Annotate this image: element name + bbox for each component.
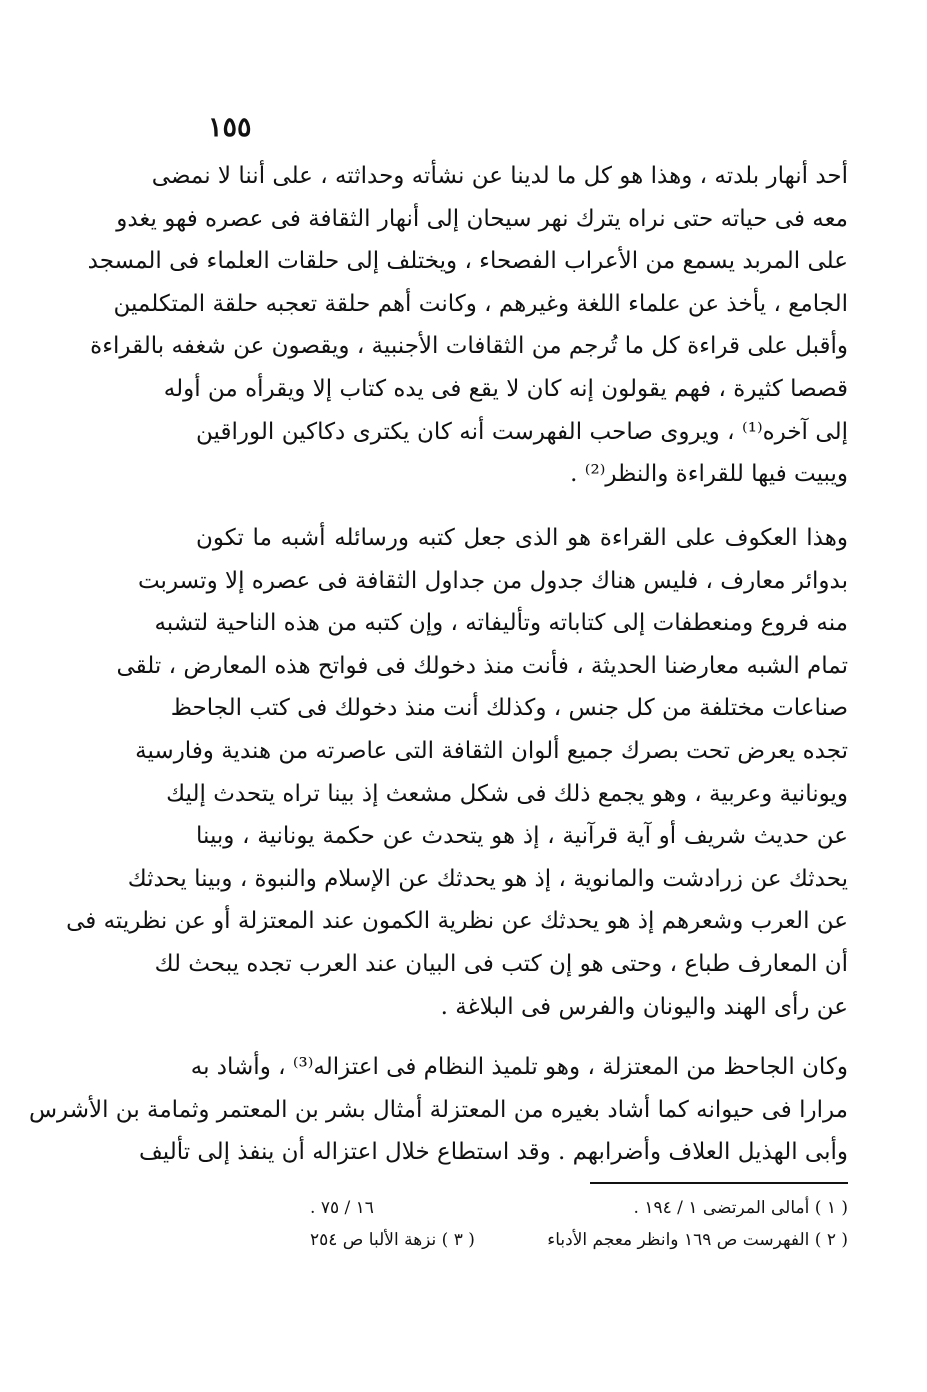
text-line: عن حديث شريف أو آية قرآنية ، إذ هو يتحدث عن حكمة يونانية ، وبينا	[196, 823, 848, 850]
text-line: تجده يعرض تحت بصرك جميع ألوان الثقافة التى عاصرته من هندية وفارسية	[135, 737, 848, 764]
text-line: منه فروع ومنعطفات إلى كتاباته وتأليفاته ، وإن كتبه من هذه الناحية لتشبه	[154, 610, 848, 637]
text-line: أن المعارف طباع ، وحتى هو إن كتب فى البيان عند العرب تجده يبحث لك	[154, 950, 848, 977]
paragraph-3	[28, 1046, 848, 1174]
paragraph-2	[66, 517, 848, 1028]
text-line: إلى آخره⁽¹⁾ ، ويروى صاحب الفهرست أنه كان يكترى دكاكين الوراقين	[196, 418, 848, 445]
text-line: مرارا فى حيوانه كما أشاد بغيره من المعتزلة أمثال بشر بن المعتمر وثمامة بن الأشرس	[28, 1096, 848, 1123]
text-line: عن العرب وشعرهم إذ هو يحدثك عن نظرية الكمون عند المعتزلة أو عن نظريته فى	[66, 908, 848, 935]
text-line: يحدثك عن زرادشت والمانوية ، إذ هو يحدثك عن الإسلام والنبوة ، وبينا يحدثك	[127, 865, 848, 892]
footnote-1-continuation: ١٦ / ٧٥ .	[310, 1198, 374, 1218]
text-line: بدوائر معارف ، فليس هناك جدول من جداول الثقافة فى عصره إلا وتسربت	[137, 567, 848, 594]
footnote-separator	[590, 1182, 848, 1184]
text-line: وأبى الهذيل العلاف وأضرابهم . وقد استطاع خلال اعتزاله أن ينفذ إلى تأليف	[138, 1139, 848, 1166]
text-line: تمام الشبه معارضنا الحديثة ، فأنت منذ دخولك فى فواتح هذه المعارض ، تلقى	[116, 652, 848, 679]
text-line: قصصا كثيرة ، فهم يقولون إنه كان لا يقع فى يده كتاب إلا ويقرأه من أوله	[163, 375, 848, 402]
footnote-2: ( ٢ ) الفهرست ص ١٦٩ وانظر معجم الأدباء	[547, 1230, 848, 1250]
paragraph-1	[87, 155, 848, 496]
text-line: ويونانية وعربية ، وهو يجمع ذلك فى شكل مشعث إذ بينا تراه يتحدث إليك	[166, 780, 848, 807]
text-line: أحد أنهار بلدته ، وهذا هو كل ما لدينا عن نشأته وحداثته ، على أننا لا نمضى	[151, 163, 848, 189]
text-line: عن رأى الهند واليونان والفرس فى البلاغة .	[440, 993, 848, 1020]
text-line: على المربد يسمع من الأعراب الفصحاء ، ويختلف إلى حلقات العلماء فى المسجد	[87, 248, 848, 275]
footnotes	[310, 1192, 848, 1256]
text-line: وهذا العكوف على القراءة هو الذى جعل كتبه ورسائله أشبه ما تكون	[196, 525, 848, 551]
text-line: وكان الجاحظ من المعتزلة ، وهو تلميذ النظام فى اعتزاله⁽³⁾ ، وأشاد به	[190, 1054, 848, 1080]
text-line: وأقبل على قراءة كل ما تُرجم من الثقافات الأجنبية ، ويقصون عن شغفه بالقراءة	[90, 333, 848, 360]
text-line: الجامع ، يأخذ عن علماء اللغة وغيرهم ، وكانت أهم حلقة تعجبه حلقة المتكلمين	[113, 290, 848, 317]
text-line: ويبيت فيها للقراءة والنظر⁽²⁾ .	[570, 461, 848, 488]
footnote-row	[310, 1224, 848, 1256]
page-number: ١٥٥	[208, 112, 252, 143]
footnote-1: ( ١ ) أمالى المرتضى ١ / ١٩٤ .	[633, 1198, 848, 1218]
footnote-3: ( ٣ ) نزهة الألبا ص ٢٥٤	[310, 1230, 475, 1250]
text-line: صناعات مختلفة من كل جنس ، وكذلك أنت منذ دخولك فى كتب الجاحظ	[170, 695, 848, 722]
footnote-row	[310, 1192, 848, 1224]
text-line: معه فى حياته حتى نراه يترك نهر سيحان إلى أنهار الثقافة فى عصره فهو يغدو	[116, 205, 848, 232]
